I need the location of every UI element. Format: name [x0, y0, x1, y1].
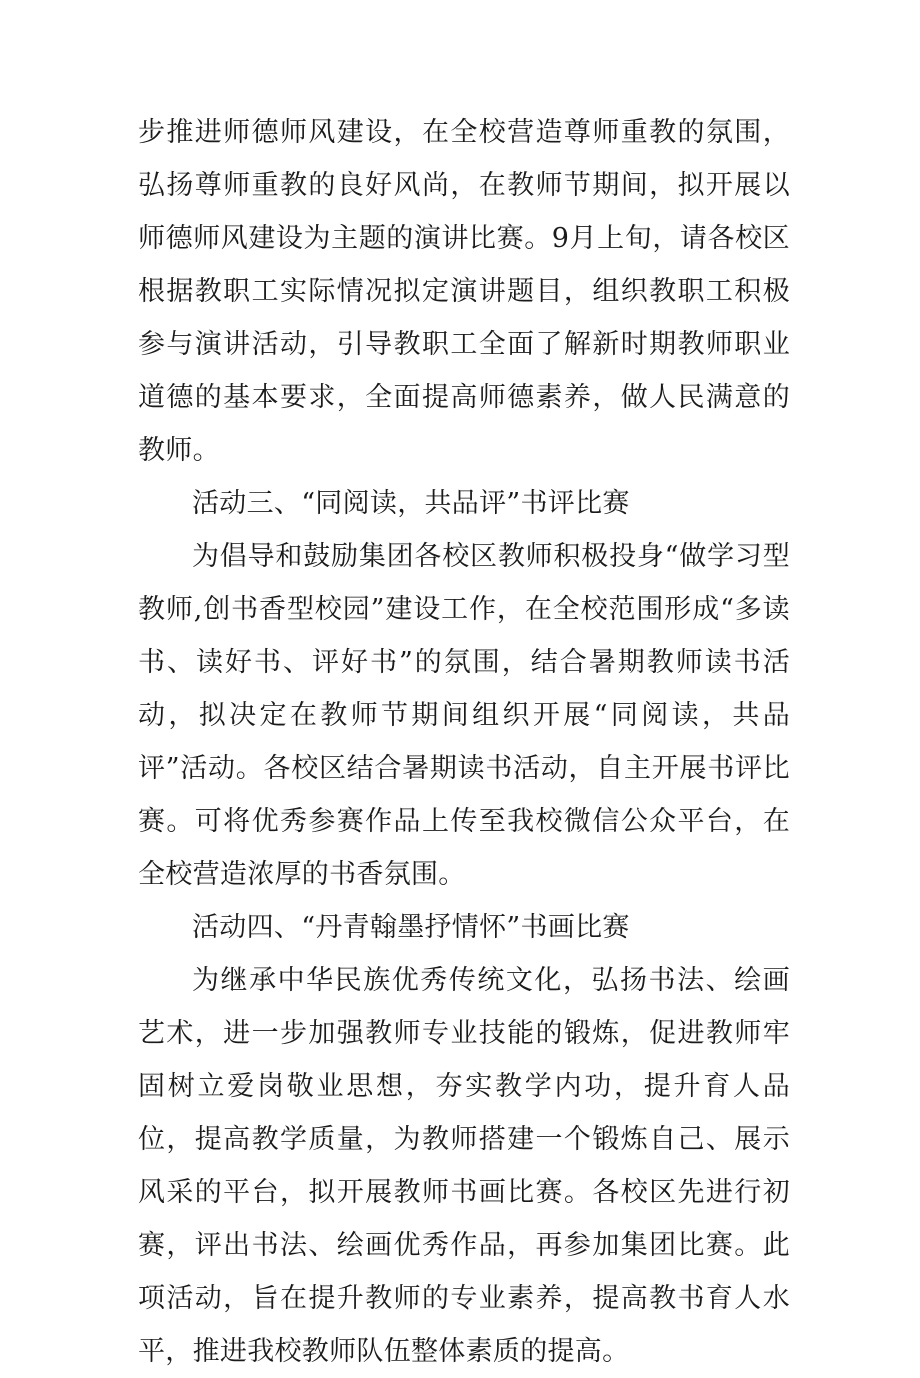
paragraph-activity-4: 为继承中华民族优秀传统文化，弘扬书法、绘画艺术，进一步加强教师专业技能的锻炼，促进教师牢固树立爱岗敬业思想，夯实教学内功，提升育人品位，提高教学质量，为教师搭建一个锻炼自己、展示风采的平台，拟开展教师书画比赛。各校区先进行初赛，评出书法、绘画优秀作品，再参加集团比赛。此项活动，旨在提升教师的专业素养，提高教书育人水平，推进我校教师队伍整体素质的提高。: [138, 965, 790, 1367]
paragraph-continuation: 步推进师德师风建设，在全校营造尊师重教的氛围，弘扬尊师重教的良好风尚，在教师节期间，拟开展以师德师风建设为主题的演讲比赛。9月上旬，请各校区根据教职工实际情况拟定演讲题目，组织教职工积极参与演讲活动，引导教职工全面了解新时期教师职业道德的基本要求，全面提高师德素养，做人民满意的教师。: [138, 117, 790, 466]
document-body: [138, 106, 790, 1378]
section-heading-activity-4: 活动四、“丹青翰墨抒情怀”书画比赛: [192, 912, 630, 943]
paragraph-activity-3: 为倡导和鼓励集团各校区教师积极投身“做学习型教师,创书香型校园”建设工作，在全校范围形成“多读书、读好书、评好书”的氛围，结合暑期教师读书活动，拟决定在教师节期间组织开展“同阅读，共品评”活动。各校区结合暑期读书活动，自主开展书评比赛。可将优秀参赛作品上传至我校微信公众平台，在全校营造浓厚的书香氛围。: [138, 541, 790, 890]
section-heading-activity-3: 活动三、“同阅读，共品评”书评比赛: [192, 488, 630, 519]
